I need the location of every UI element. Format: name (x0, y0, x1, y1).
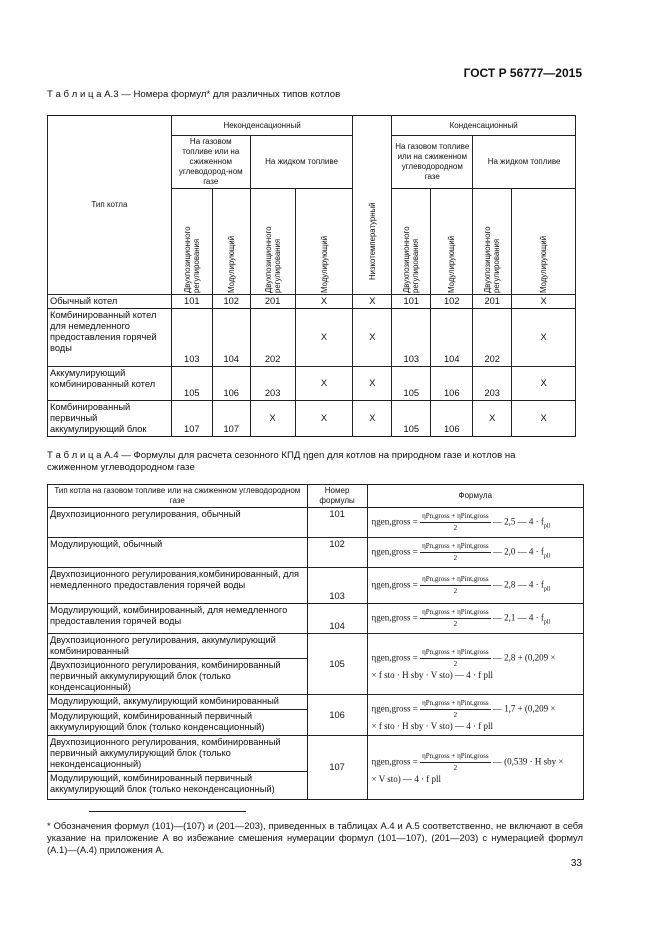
col-number: Номер формулы (307, 485, 367, 508)
table-row (48, 695, 584, 710)
table-row (48, 367, 576, 401)
formula-lhs: ηgen,gross = (371, 516, 418, 527)
type-cell: Модулирующий, комбинированный, для немедленного предоставления горячей воды (48, 604, 308, 634)
cell: X (512, 309, 576, 367)
sub-gas-noncond: На газовом топливе или на сжиженном углеводород-ном газе (171, 136, 250, 189)
formula-lhs: ηgen,gross = (371, 579, 418, 590)
type-cell: Модулирующий, аккумулирующий комбинированный (48, 695, 308, 710)
table-row (48, 538, 584, 568)
formula-lhs: ηgen,gross = (371, 703, 418, 714)
formula: ηgen,gross = $\frac{\text{ηPn,gross + ηPint,gross}}{2}$ — 2,5 — $4 \cdot f_{pll}$ (367, 508, 583, 538)
type-cell: Модулирующий, комбинированный первичный аккумулирующий блок (только конденсационный) (48, 709, 308, 735)
cell: 106 (431, 367, 473, 401)
table-row (48, 604, 584, 634)
footnote-divider (89, 811, 246, 812)
formula-line2: × f sto · H sby · V sto) — 4 · f pll (371, 721, 494, 731)
cell: X (353, 309, 392, 367)
type-cell: Модулирующий, комбинированный первичный аккумулирующий блок (только неконденсационный) (48, 772, 308, 800)
standard-number: ГОСТ Р 56777—2015 (463, 66, 582, 80)
cell: 201 (473, 295, 512, 309)
col-twopos-2: Двухпозиционного регулирования (250, 189, 295, 295)
formula-number: 105 (307, 634, 367, 695)
cell: 105 (171, 367, 212, 401)
col-mod-1: Модулирующий (212, 189, 250, 295)
fraction: $\frac{\text{ηPn,gross + ηPint,gross}}{2}$ (422, 608, 489, 628)
cell: X (295, 295, 353, 309)
table-row (48, 309, 576, 367)
formula-number: 103 (307, 568, 367, 604)
group-noncondensing: Неконденсационный (171, 116, 353, 136)
table-a4-caption-line2: сжиженном углеводородном газе (47, 462, 195, 473)
formula-lhs: ηgen,gross = (371, 652, 418, 663)
col-low-temperature: Низкотемпературный (353, 116, 392, 295)
type-cell: Двухпозиционного регулирования, обычный (48, 508, 308, 538)
formula-tail: — 2,5 — 4 · f (492, 516, 544, 527)
formula-number: 104 (307, 604, 367, 634)
cell: X (353, 367, 392, 401)
col-mod-4: Модулирующий (512, 189, 576, 295)
cell: 203 (250, 367, 295, 401)
col-twopos-4: Двухпозиционного регулирования (473, 189, 512, 295)
fraction: $\frac{\text{ηPn,gross + ηPint,gross}}{2}$ (422, 512, 489, 532)
cell: 107 (171, 401, 212, 437)
formula-lhs: ηgen,gross = (371, 756, 418, 767)
formula (367, 634, 583, 695)
cell: 106 (431, 401, 473, 437)
type-cell: Двухпозиционного регулирования, комбинированный первичный аккумулирующий блок (только конденсационный) (48, 659, 308, 695)
table-a4 (47, 484, 584, 800)
formula-number: 101 (307, 508, 367, 538)
cell: 104 (212, 309, 250, 367)
cell: 103 (392, 309, 431, 367)
table-a3-caption: Т а б л и ц а А.3 — Номера формул* для различных типов котлов (47, 89, 341, 100)
cell: 101 (171, 295, 212, 309)
cell: 104 (431, 309, 473, 367)
col-formula: Формула (367, 485, 583, 508)
sub-gas-cond: На газовом топливе или на сжиженном углеводородном газе (392, 136, 473, 189)
formula-tail: — 2,1 — 4 · f (492, 612, 544, 623)
formula-tail: — 1,7 + (0,209 × (492, 703, 556, 714)
cell: 103 (171, 309, 212, 367)
fraction: $\frac{\text{ηPn,gross + ηPint,gross}}{2}$ (422, 699, 489, 719)
type-cell: Модулирующий, обычный (48, 538, 308, 568)
formula-tail: — 2,8 — 4 · f (492, 579, 544, 590)
formula: ηgen,gross = $\frac{\text{ηPn,gross + ηPint,gross}}{2}$ — 2,1 — $4 \cdot f_{pll}$ (367, 604, 583, 634)
fraction: $\frac{\text{ηPn,gross + ηPint,gross}}{2}$ (422, 751, 489, 772)
cell: X (250, 401, 295, 437)
formula: ηgen,gross = $\frac{\text{ηPn,gross + ηPint,gross}}{2}$ — 2,0 — $4 \cdot f_{pll}$ (367, 538, 583, 568)
cell: 105 (392, 367, 431, 401)
type-cell: Двухпозиционного регулирования,комбинированный, для немедленного предоставления горячей воды (48, 568, 308, 604)
formula-lhs: ηgen,gross = (371, 546, 418, 557)
formula-tail: — 2,0 — 4 · f (492, 546, 544, 557)
formula (367, 695, 583, 736)
cell: 105 (392, 401, 431, 437)
type-cell: Двухпозиционного регулирования, аккумулирующий комбинированный (48, 634, 308, 659)
formula-number: 107 (307, 736, 367, 800)
cell: X (353, 401, 392, 437)
formula-number: 106 (307, 695, 367, 736)
formula-tail: — 2,8 + (0,209 × (492, 652, 556, 663)
fraction: $\frac{\text{ηPn,gross + ηPint,gross}}{2}$ (422, 648, 489, 668)
cell: 203 (473, 367, 512, 401)
cell: X (512, 367, 576, 401)
col-mod-2: Модулирующий (295, 189, 353, 295)
cell: X (473, 401, 512, 437)
table-row (48, 401, 576, 437)
footnote: * Обозначения формул (101)—(107) и (201—203), приведенных в таблицах А.4 и А.5 соответственно, не включают в себя указание на приложение А во избежание смешения нумерации формул (101—107), (201—203) с нумерацией формул (А.1)—(А.4) приложения А. (47, 820, 583, 855)
table-row (48, 736, 584, 772)
cell: X (512, 401, 576, 437)
cell: 102 (212, 295, 250, 309)
cell: 101 (392, 295, 431, 309)
sub-liquid-noncond: На жидком топливе (250, 136, 353, 189)
row-name: Обычный котел (48, 295, 172, 309)
formula (367, 736, 583, 800)
col-type: Тип котла на газовом топливе или на сжиженном углеводородном газе (48, 485, 308, 508)
fraction: $\frac{\text{ηPn,gross + ηPint,gross}}{2}$ (422, 542, 489, 562)
cell: X (512, 295, 576, 309)
group-condensing: Конденсационный (392, 116, 576, 136)
table-a3 (47, 115, 576, 437)
formula-number: 102 (307, 538, 367, 568)
sub-liquid-cond: На жидком топливе (473, 136, 576, 189)
table-row (48, 568, 584, 604)
row-name: Комбинированный котел для немедленного предоставления горячей воды (48, 309, 172, 367)
cell: X (295, 367, 353, 401)
table-row (48, 634, 584, 659)
cell: X (353, 295, 392, 309)
row-name: Комбинированный первичный аккумулирующий блок (48, 401, 172, 437)
type-cell: Двухпозиционного регулирования, комбинированный первичный аккумулирующий блок (только неконденсационный) (48, 736, 308, 772)
cell: X (295, 401, 353, 437)
fraction: $\frac{\text{ηPn,gross + ηPint,gross}}{2}$ (422, 575, 489, 595)
table-a4-caption-line1: Т а б л и ц а А.4 — Формулы для расчета сезонного КПД ηgen для котлов на природном газе и котлов на (47, 450, 516, 461)
formula-line2: × V sto) — 4 · f pll (371, 773, 442, 784)
cell: 107 (212, 401, 250, 437)
col-twopos-3: Двухпозиционного регулирования (392, 189, 431, 295)
cell: X (295, 309, 353, 367)
formula: ηgen,gross = $\frac{\text{ηPn,gross + ηPint,gross}}{2}$ — 2,8 — $4 \cdot f_{pll}$ (367, 568, 583, 604)
page-number: 33 (570, 858, 582, 869)
cell: 202 (473, 309, 512, 367)
table-row (48, 508, 584, 538)
cell: 202 (250, 309, 295, 367)
row-name: Аккумулирующий комбинированный котел (48, 367, 172, 401)
formula-tail: — (0,539 · H sby × (492, 756, 564, 767)
formula-line2: × f sto · H sby · V sto) — 4 · f pll (371, 670, 494, 680)
col-twopos-1: Двухпозиционного регулирования (171, 189, 212, 295)
formula-lhs: ηgen,gross = (371, 612, 418, 623)
table-row (48, 295, 576, 309)
cell: 102 (431, 295, 473, 309)
col-mod-3: Модулирующий (431, 189, 473, 295)
cell: 201 (250, 295, 295, 309)
col-boiler-type: Тип котла (48, 116, 172, 295)
cell: 106 (212, 367, 250, 401)
